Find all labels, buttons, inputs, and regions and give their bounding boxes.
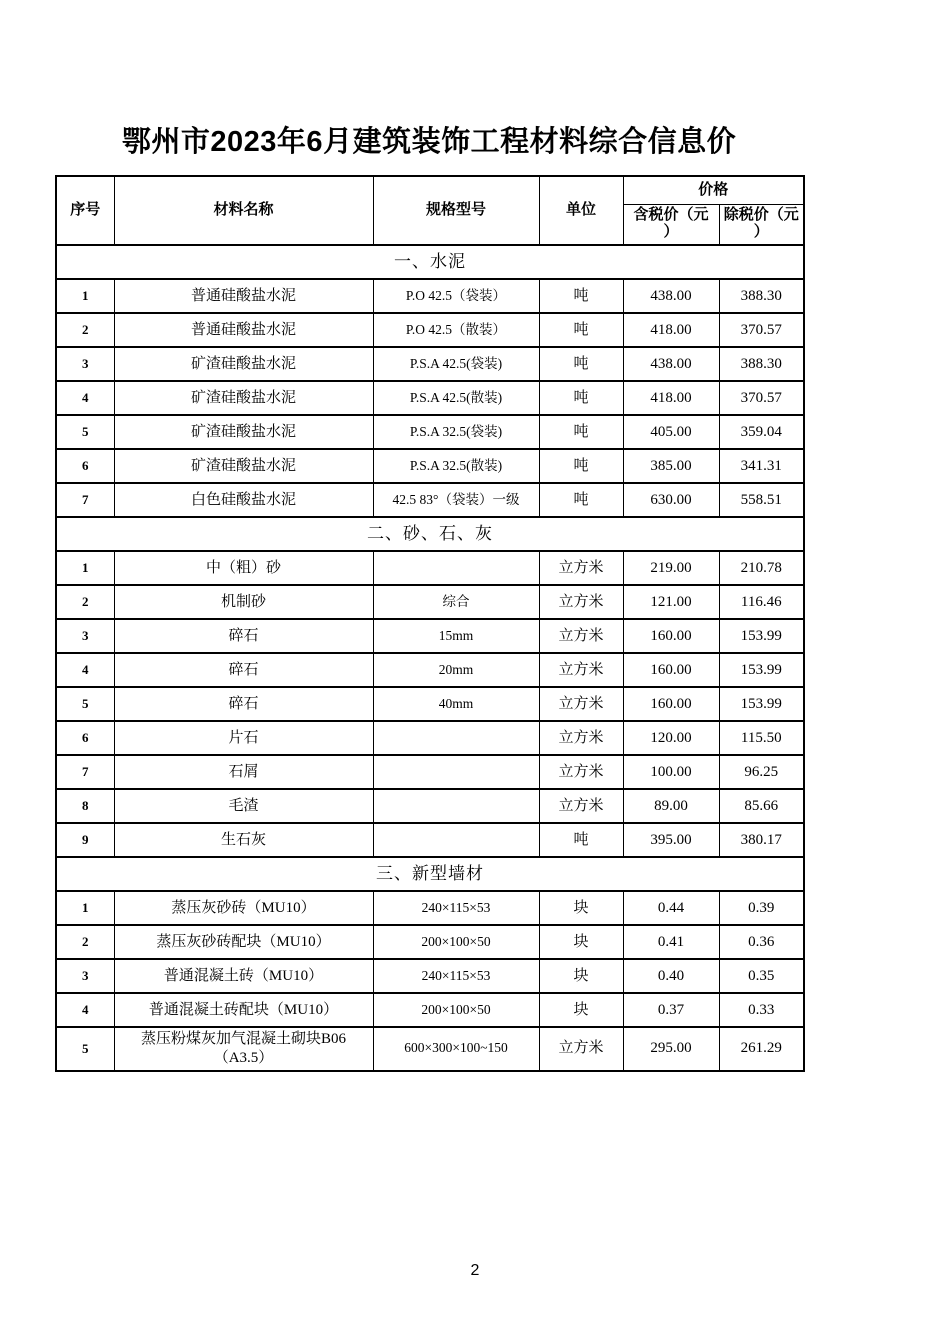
cell-price-with-tax: 405.00 xyxy=(623,415,719,449)
cell-seq: 3 xyxy=(56,619,114,653)
price-table xyxy=(55,175,805,1072)
cell-price-with-tax: 395.00 xyxy=(623,823,719,857)
cell-seq: 1 xyxy=(56,551,114,585)
cell-unit: 吨 xyxy=(539,483,623,517)
cell-price-without-tax: 0.33 xyxy=(719,993,804,1027)
cell-material: 片石 xyxy=(114,721,373,755)
cell-unit: 立方米 xyxy=(539,1027,623,1071)
table-header xyxy=(56,176,804,245)
cell-spec: 240×115×53 xyxy=(373,959,539,993)
cell-spec xyxy=(373,755,539,789)
header-price-without-tax xyxy=(719,204,804,245)
cell-seq: 2 xyxy=(56,313,114,347)
cell-spec xyxy=(373,823,539,857)
cell-price-without-tax: 116.46 xyxy=(719,585,804,619)
section-row xyxy=(56,857,804,891)
cell-price-without-tax: 96.25 xyxy=(719,755,804,789)
cell-price-without-tax: 359.04 xyxy=(719,415,804,449)
cell-seq: 5 xyxy=(56,687,114,721)
cell-seq: 9 xyxy=(56,823,114,857)
cell-price-with-tax: 121.00 xyxy=(623,585,719,619)
cell-material: 矿渣硅酸盐水泥 xyxy=(114,415,373,449)
table-row xyxy=(56,347,804,381)
cell-spec: P.O 42.5（散装） xyxy=(373,313,539,347)
cell-material: 中（粗）砂 xyxy=(114,551,373,585)
cell-unit: 吨 xyxy=(539,449,623,483)
cell-material: 蒸压灰砂砖配块（MU10） xyxy=(114,925,373,959)
cell-price-with-tax: 0.44 xyxy=(623,891,719,925)
table-row xyxy=(56,551,804,585)
cell-seq: 6 xyxy=(56,721,114,755)
cell-price-without-tax: 0.35 xyxy=(719,959,804,993)
cell-price-without-tax: 0.36 xyxy=(719,925,804,959)
table-row xyxy=(56,823,804,857)
cell-price-without-tax: 210.78 xyxy=(719,551,804,585)
cell-unit: 立方米 xyxy=(539,653,623,687)
cell-price-with-tax: 160.00 xyxy=(623,687,719,721)
section-row xyxy=(56,517,804,551)
header-seq: 序号 xyxy=(56,176,114,245)
section-row xyxy=(56,245,804,279)
cell-material: 毛渣 xyxy=(114,789,373,823)
cell-unit: 吨 xyxy=(539,381,623,415)
cell-material: 碎石 xyxy=(114,619,373,653)
cell-spec: 综合 xyxy=(373,585,539,619)
table-row xyxy=(56,687,804,721)
cell-price-with-tax: 0.37 xyxy=(623,993,719,1027)
cell-spec xyxy=(373,789,539,823)
cell-seq: 2 xyxy=(56,925,114,959)
cell-seq: 4 xyxy=(56,653,114,687)
cell-spec xyxy=(373,551,539,585)
header-row-top xyxy=(56,176,804,204)
cell-price-with-tax: 418.00 xyxy=(623,381,719,415)
cell-unit: 吨 xyxy=(539,347,623,381)
table-row xyxy=(56,891,804,925)
cell-material: 碎石 xyxy=(114,687,373,721)
cell-material: 生石灰 xyxy=(114,823,373,857)
header-price-with-tax-label: 含税价（元） xyxy=(633,206,709,240)
cell-seq: 4 xyxy=(56,381,114,415)
cell-price-without-tax: 388.30 xyxy=(719,279,804,313)
cell-unit: 立方米 xyxy=(539,755,623,789)
section-title: 三、新型墙材 xyxy=(56,857,804,891)
cell-material: 石屑 xyxy=(114,755,373,789)
cell-unit: 块 xyxy=(539,959,623,993)
cell-spec: 600×300×100~150 xyxy=(373,1027,539,1071)
table-row xyxy=(56,619,804,653)
cell-material: 机制砂 xyxy=(114,585,373,619)
cell-spec: 200×100×50 xyxy=(373,925,539,959)
table-body xyxy=(56,245,804,1071)
cell-price-without-tax: 370.57 xyxy=(719,313,804,347)
cell-spec: 240×115×53 xyxy=(373,891,539,925)
cell-unit: 立方米 xyxy=(539,789,623,823)
cell-unit: 立方米 xyxy=(539,721,623,755)
cell-unit: 立方米 xyxy=(539,585,623,619)
cell-price-with-tax: 0.40 xyxy=(623,959,719,993)
cell-unit: 立方米 xyxy=(539,687,623,721)
cell-material: 普通混凝土砖（MU10） xyxy=(114,959,373,993)
header-material: 材料名称 xyxy=(114,176,373,245)
cell-price-without-tax: 153.99 xyxy=(719,653,804,687)
cell-seq: 5 xyxy=(56,1027,114,1071)
cell-price-with-tax: 0.41 xyxy=(623,925,719,959)
cell-material: 矿渣硅酸盐水泥 xyxy=(114,449,373,483)
cell-seq: 1 xyxy=(56,279,114,313)
cell-material: 矿渣硅酸盐水泥 xyxy=(114,381,373,415)
table-row xyxy=(56,415,804,449)
header-spec: 规格型号 xyxy=(373,176,539,245)
page-number: 2 xyxy=(470,1262,480,1279)
cell-seq: 7 xyxy=(56,483,114,517)
cell-price-without-tax: 558.51 xyxy=(719,483,804,517)
cell-spec: P.S.A 42.5(散装) xyxy=(373,381,539,415)
cell-spec: P.S.A 32.5(袋装) xyxy=(373,415,539,449)
cell-price-with-tax: 89.00 xyxy=(623,789,719,823)
cell-price-without-tax: 261.29 xyxy=(719,1027,804,1071)
cell-seq: 8 xyxy=(56,789,114,823)
table-row xyxy=(56,653,804,687)
table-row xyxy=(56,721,804,755)
cell-unit: 立方米 xyxy=(539,619,623,653)
cell-seq: 1 xyxy=(56,891,114,925)
table-row xyxy=(56,313,804,347)
cell-unit: 块 xyxy=(539,925,623,959)
header-price-without-tax-label: 除税价（元） xyxy=(723,206,799,240)
cell-spec: P.S.A 32.5(散装) xyxy=(373,449,539,483)
cell-spec: 15mm xyxy=(373,619,539,653)
cell-price-with-tax: 418.00 xyxy=(623,313,719,347)
cell-seq: 6 xyxy=(56,449,114,483)
header-unit: 单位 xyxy=(539,176,623,245)
cell-unit: 吨 xyxy=(539,313,623,347)
section-title: 一、水泥 xyxy=(56,245,804,279)
table-row xyxy=(56,483,804,517)
table-row xyxy=(56,925,804,959)
table-row xyxy=(56,755,804,789)
cell-price-without-tax: 85.66 xyxy=(719,789,804,823)
cell-price-with-tax: 385.00 xyxy=(623,449,719,483)
cell-seq: 5 xyxy=(56,415,114,449)
cell-material: 普通硅酸盐水泥 xyxy=(114,313,373,347)
cell-material: 蒸压灰砂砖（MU10） xyxy=(114,891,373,925)
cell-price-without-tax: 153.99 xyxy=(719,619,804,653)
cell-price-with-tax: 160.00 xyxy=(623,619,719,653)
cell-spec: P.O 42.5（袋装） xyxy=(373,279,539,313)
cell-seq: 2 xyxy=(56,585,114,619)
cell-seq: 7 xyxy=(56,755,114,789)
cell-price-with-tax: 630.00 xyxy=(623,483,719,517)
table-row xyxy=(56,585,804,619)
cell-unit: 块 xyxy=(539,993,623,1027)
cell-unit: 吨 xyxy=(539,279,623,313)
section-title: 二、砂、石、灰 xyxy=(56,517,804,551)
cell-price-without-tax: 370.57 xyxy=(719,381,804,415)
cell-material: 蒸压粉煤灰加气混凝土砌块B06（A3.5） xyxy=(114,1027,373,1071)
cell-price-with-tax: 219.00 xyxy=(623,551,719,585)
page-title: 鄂州市2023年6月建筑装饰工程材料综合信息价 xyxy=(121,126,737,158)
cell-price-with-tax: 438.00 xyxy=(623,279,719,313)
cell-spec: 20mm xyxy=(373,653,539,687)
cell-price-without-tax: 115.50 xyxy=(719,721,804,755)
cell-unit: 立方米 xyxy=(539,551,623,585)
cell-unit: 吨 xyxy=(539,415,623,449)
cell-spec: 200×100×50 xyxy=(373,993,539,1027)
cell-unit: 吨 xyxy=(539,823,623,857)
table-row xyxy=(56,993,804,1027)
table-row xyxy=(56,381,804,415)
cell-spec: 42.5 83°（袋装）一级 xyxy=(373,483,539,517)
table-row xyxy=(56,449,804,483)
cell-price-without-tax: 380.17 xyxy=(719,823,804,857)
table-row xyxy=(56,959,804,993)
cell-seq: 3 xyxy=(56,959,114,993)
cell-price-with-tax: 160.00 xyxy=(623,653,719,687)
cell-spec: 40mm xyxy=(373,687,539,721)
cell-material: 碎石 xyxy=(114,653,373,687)
header-price-group: 价格 xyxy=(623,176,804,204)
cell-material: 白色硅酸盐水泥 xyxy=(114,483,373,517)
cell-material: 普通混凝土砖配块（MU10） xyxy=(114,993,373,1027)
cell-price-with-tax: 100.00 xyxy=(623,755,719,789)
cell-seq: 4 xyxy=(56,993,114,1027)
table-row xyxy=(56,279,804,313)
table-row xyxy=(56,789,804,823)
cell-unit: 块 xyxy=(539,891,623,925)
header-price-with-tax xyxy=(623,204,719,245)
cell-price-without-tax: 341.31 xyxy=(719,449,804,483)
cell-spec: P.S.A 42.5(袋装) xyxy=(373,347,539,381)
cell-price-with-tax: 120.00 xyxy=(623,721,719,755)
cell-material: 普通硅酸盐水泥 xyxy=(114,279,373,313)
cell-price-without-tax: 0.39 xyxy=(719,891,804,925)
cell-price-without-tax: 153.99 xyxy=(719,687,804,721)
cell-seq: 3 xyxy=(56,347,114,381)
cell-price-with-tax: 438.00 xyxy=(623,347,719,381)
cell-price-with-tax: 295.00 xyxy=(623,1027,719,1071)
cell-price-without-tax: 388.30 xyxy=(719,347,804,381)
cell-spec xyxy=(373,721,539,755)
cell-material: 矿渣硅酸盐水泥 xyxy=(114,347,373,381)
table-row xyxy=(56,1027,804,1071)
